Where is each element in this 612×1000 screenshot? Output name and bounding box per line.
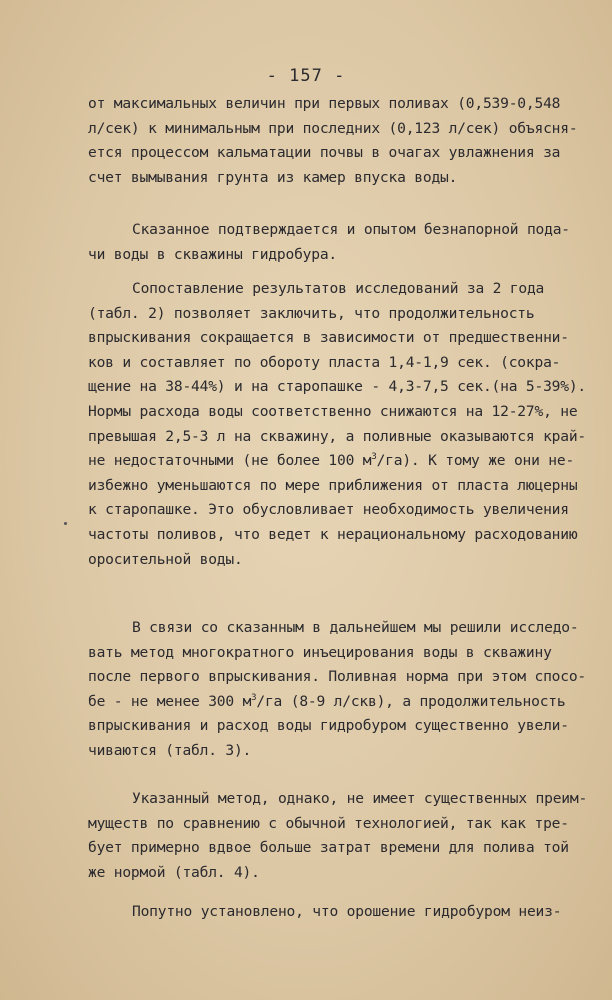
text-line: Попутно установлено, что орошение гидробуром неиз- bbox=[132, 903, 562, 920]
text-line: щение на 38-44%) и на старопашке - 4,3-7,5 сек.(на 5-39%). bbox=[88, 378, 586, 396]
text-line: л/сек) к минимальным при последних (0,123 л/сек) объясня- bbox=[88, 119, 578, 137]
text-line: чи воды в скважины гидробура. bbox=[88, 245, 337, 263]
text-line: Нормы расхода воды соответственно снижаются на 12-27%, не bbox=[88, 402, 578, 420]
text-line: не недостаточными (не более 100 $м^3/га$). К тому же они не- bbox=[88, 452, 575, 470]
paragraph-4 bbox=[88, 616, 608, 764]
text-line: превышая 2,5-3 л на скважину, а поливные оказываются край- bbox=[88, 427, 586, 445]
text-line: впрыскивания сокращается в зависимости от предшественни- bbox=[88, 329, 569, 347]
text-line: (табл. 2) позволяет заключить, что продолжительность bbox=[88, 304, 535, 322]
page-number: - 157 - bbox=[266, 66, 346, 86]
text-line: муществ по сравнению с обычной технологией, так как тре- bbox=[88, 814, 569, 832]
text-line: впрыскивания и расход воды гидробуром существенно увели- bbox=[88, 717, 569, 735]
text-line: после первого впрыскивания. Поливная норма при этом спосо- bbox=[88, 668, 586, 686]
paragraph-1 bbox=[88, 92, 608, 190]
text-line: бует примерно вдвое больше затрат времени для полива той bbox=[88, 839, 569, 857]
text-line: от максимальных величин при первых поливах (0,539-0,548 bbox=[88, 95, 561, 112]
paragraph-2 bbox=[88, 218, 608, 267]
paragraph-6 bbox=[88, 900, 608, 925]
text-line: избежно уменьшаются по мере приближения от пласта люцерны bbox=[88, 476, 578, 494]
margin-dot bbox=[64, 522, 67, 525]
text-line: В связи со сказанным в дальнейшем мы решили исследо- bbox=[132, 619, 579, 636]
text-line: счет вымывания грунта из камер впуска воды. bbox=[88, 168, 458, 186]
text-line: Сопоставление результатов исследований за 2 года bbox=[132, 280, 545, 297]
text-line: к старопашке. Это обусловливает необходимость увеличения bbox=[88, 501, 569, 519]
text-line: бе - не менее 300 $м^3/га$ (8-9 л/скв), а продолжительность bbox=[88, 692, 566, 710]
text-line: же нормой (табл. 4). bbox=[88, 863, 260, 881]
text-line: оросительной воды. bbox=[88, 550, 243, 568]
text-line: ков и составляет по обороту пласта 1,4-1,9 сек. (сокра- bbox=[88, 353, 561, 371]
text-line: частоты поливов, что ведет к нерациональному расходованию bbox=[88, 525, 578, 543]
text-line: вать метод многократного инъецирования воды в скважину bbox=[88, 643, 552, 661]
text-line: чиваются (табл. 3). bbox=[88, 741, 252, 759]
text-line: ется процессом кальматации почвы в очагах увлажнения за bbox=[88, 144, 561, 162]
text-line: Сказанное подтверждается и опытом безнапорной пода- bbox=[132, 221, 570, 238]
text-line: Указанный метод, однако, не имеет существенных преим- bbox=[132, 790, 588, 807]
paragraph-3 bbox=[88, 277, 608, 572]
paragraph-5 bbox=[88, 787, 608, 885]
